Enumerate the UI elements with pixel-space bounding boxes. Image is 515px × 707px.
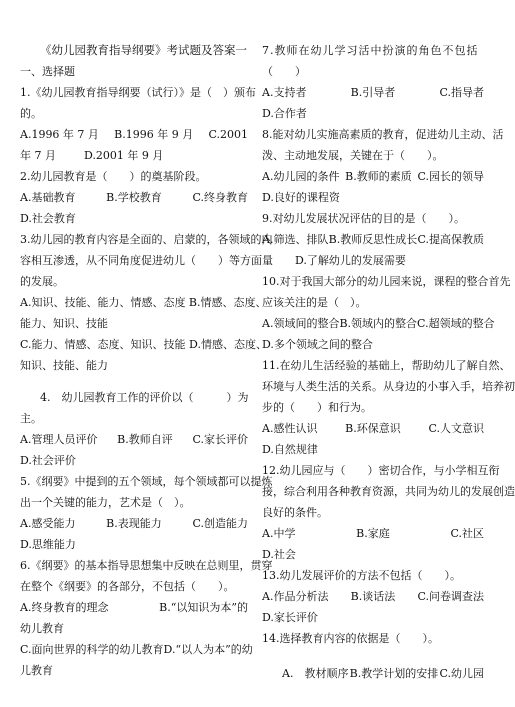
q4-line-2: 主。: [20, 412, 42, 425]
q6-option-c: C.面向世界的科学的幼儿教育: [20, 643, 164, 656]
q4-option-b: B.教师自评: [117, 433, 173, 446]
q4-option-d: D.社会评价: [20, 454, 76, 467]
doc-title: 《幼儿园教育指导纲要》考试题及答案一: [40, 43, 247, 57]
q1-option-a: A.1996 年 7 月: [20, 128, 99, 141]
q6-line-2: 在整个《纲要》的各部分，不包括（ ）。: [20, 580, 235, 593]
q14-text: 14.选择教育内容的依据是（ ）。: [262, 632, 439, 645]
q3-options-line-4: 知识、技能、能力: [20, 359, 108, 372]
q2-option-d: D.社会教育: [20, 212, 76, 225]
q6-options-row-1: [20, 597, 248, 618]
q3-line-1: 3.幼儿园的教育内容是全面的、启蒙的，各领域的内: [20, 233, 273, 246]
q11-options-row-1: [262, 418, 484, 439]
q6-option-d-cont: 儿教育: [20, 664, 53, 677]
q3-line-3: 的发展。: [20, 275, 64, 288]
q8-option-d: D.良好的课程资: [262, 191, 340, 204]
q6-option-b: B.“以知识为本”的: [159, 601, 248, 614]
q7-option-c: C.指导者: [439, 86, 484, 99]
q7-options-row-1: [262, 82, 484, 103]
q10-line-2: 应该关注的是（ ）。: [262, 296, 367, 309]
section-heading: 一、选择题: [20, 65, 75, 78]
q2-text: 2.幼儿园教育是（ ）的奠基阶段。: [20, 170, 207, 183]
q10-option-d: D.多个领域之间的整合: [262, 338, 373, 351]
q1-option-b: B.1996 年 9 月: [114, 128, 194, 141]
q7-option-a: A.支持者: [262, 86, 307, 99]
q11-line-3: 步的（ ）和行为。: [262, 401, 372, 414]
q8-option-a: A.幼儿园的条件: [262, 170, 340, 183]
q3-options-line-1: A.知识、技能、能力、情感、态度 B.情感、态度、: [20, 296, 267, 309]
q9-options-row-1: [262, 229, 484, 250]
q6-option-a: A.终身教育的理念: [20, 601, 109, 614]
q1-options-row-2: [20, 145, 248, 166]
q12-line-2: 接，综合利用各种教育资源，共同为幼儿的发展创造: [262, 485, 515, 498]
q5-option-c: C.创造能力: [192, 517, 248, 530]
q7-line-1: 7.教师在幼儿学习活中扮演的角色不包括: [262, 44, 479, 57]
q11-option-c: C.人文意识: [428, 422, 484, 435]
q14-option-a: A. 教材顺序: [282, 667, 349, 680]
q8-option-c: C.园长的领导: [417, 170, 484, 183]
q5-options-row-1: [20, 513, 248, 534]
q12-options-row-1: [262, 523, 484, 544]
q13-option-b: B.谈话法: [350, 590, 396, 603]
q11-option-b: B.环保意识: [345, 422, 401, 435]
q3-line-2: 容相互渗透，从不同角度促进幼儿（ ）等方面: [20, 254, 262, 267]
q3-options-line-2: 能力、知识、技能: [20, 317, 108, 330]
q4-option-c: C.家长评价: [192, 433, 248, 446]
q12-option-c: C.社区: [450, 527, 484, 540]
q5-option-b: B.表现能力: [106, 517, 162, 530]
q7-option-b: B.引导者: [350, 86, 396, 99]
q13-text: 13.幼儿发展评价的方法不包括（ ）。: [262, 569, 461, 582]
q12-option-b: B.家庭: [356, 527, 390, 540]
left-column: [20, 40, 273, 681]
q1-line-1: 1.《幼儿园教育指导纲要（试行）》是（ ）颁布: [20, 86, 256, 99]
q2-option-a: A.基础教育: [20, 191, 76, 204]
q7-line-2: （ ）: [262, 65, 306, 78]
q5-line-2: 出一个关键的能力，艺术是（ ）。: [20, 496, 191, 509]
q8-option-b: B.教师的素质: [345, 170, 412, 183]
q9-option-c: C.提高保教质: [417, 233, 484, 246]
q5-line-1: 5.《纲要》中提到的五个领域，每个领域都可以提炼: [20, 475, 273, 488]
q9-option-a: A.筛选、排队: [262, 233, 329, 246]
q10-option-b: B.领域内的整合: [339, 317, 418, 330]
q9-text: 9.对幼儿发展状况评估的目的是（ ）。: [262, 212, 465, 225]
q12-line-1: 12.幼儿园应与（ ）密切合作，与小学相互衔: [262, 464, 500, 477]
q1-option-c: C.2001: [208, 128, 248, 141]
q8-line-2: 泼、主动地发展，关键在于（ ）。: [262, 149, 444, 162]
q9-option-b: B.教师反思性成长: [328, 233, 418, 246]
q11-line-1: 11.在幼儿生活经验的基础上，帮助幼儿了解自然、: [262, 359, 511, 372]
q1-options-row-1: [20, 124, 248, 145]
q9-options-row-2: 量 D.了解幼儿的发展需要: [262, 254, 406, 267]
q10-line-1: 10.对于我国大部分的幼儿园来说，课程的整合首先: [262, 275, 511, 288]
q14-options-row-1: [262, 663, 484, 684]
q10-options-row-1: [262, 313, 495, 334]
q13-option-c: C.问卷调查法: [417, 590, 484, 603]
q6-options-row-2: [20, 639, 253, 660]
q4-options-row-1: [20, 429, 248, 450]
q3-options-line-3: C.能力、情感、态度、知识、技能 D.情感、态度、: [20, 338, 267, 351]
q13-option-a: A.作品分析法: [262, 590, 329, 603]
q5-option-d: D.思维能力: [20, 538, 76, 551]
q8-line-1: 8.能对幼儿实施高素质的教育，促进幼儿主动、活: [262, 128, 504, 141]
q2-option-b: B.学校教育: [106, 191, 162, 204]
q12-option-d: D.社会: [262, 548, 296, 561]
q5-option-a: A.感受能力: [20, 517, 76, 530]
q11-option-d: D.自然规律: [262, 443, 318, 456]
q10-option-a: A.领域间的整合: [262, 317, 340, 330]
q1-option-c-cont: 年 7 月: [20, 149, 56, 162]
q4-option-a: A.管理人员评价: [20, 433, 98, 446]
q10-option-c: C.超领域的整合: [417, 317, 495, 330]
q12-option-a: A.中学: [262, 527, 296, 540]
q2-options-row-1: [20, 187, 248, 208]
q6-option-d: D.“以人为本”的幼: [163, 643, 253, 656]
q11-line-2: 环境与人类生活的关系。从身边的小事入手，培养初: [262, 380, 515, 393]
q13-options-row-1: [262, 586, 484, 607]
right-column: [262, 40, 515, 684]
q1-option-d: D.2001 年 9 月: [83, 149, 164, 162]
q7-option-d: D.合作者: [262, 107, 307, 120]
q6-line-1: 6.《纲要》的基本指导思想集中反映在总则里，贯穿: [20, 559, 273, 572]
q2-option-c: C.终身教育: [192, 191, 248, 204]
q14-option-b: B.教学计划的安排: [349, 667, 439, 680]
q13-option-d: D.家长评价: [262, 611, 318, 624]
q4-line-1: 4. 幼儿园教育工作的评价以（ ）为: [40, 391, 249, 404]
q12-line-3: 良好的条件。: [262, 506, 328, 519]
q1-line-2: 的。: [20, 107, 42, 120]
q11-option-a: A.感性认识: [262, 422, 318, 435]
q8-options-row-1: [262, 166, 484, 187]
q14-option-c: C.幼儿园: [439, 667, 484, 680]
q6-option-b-cont: 幼儿教育: [20, 622, 64, 635]
